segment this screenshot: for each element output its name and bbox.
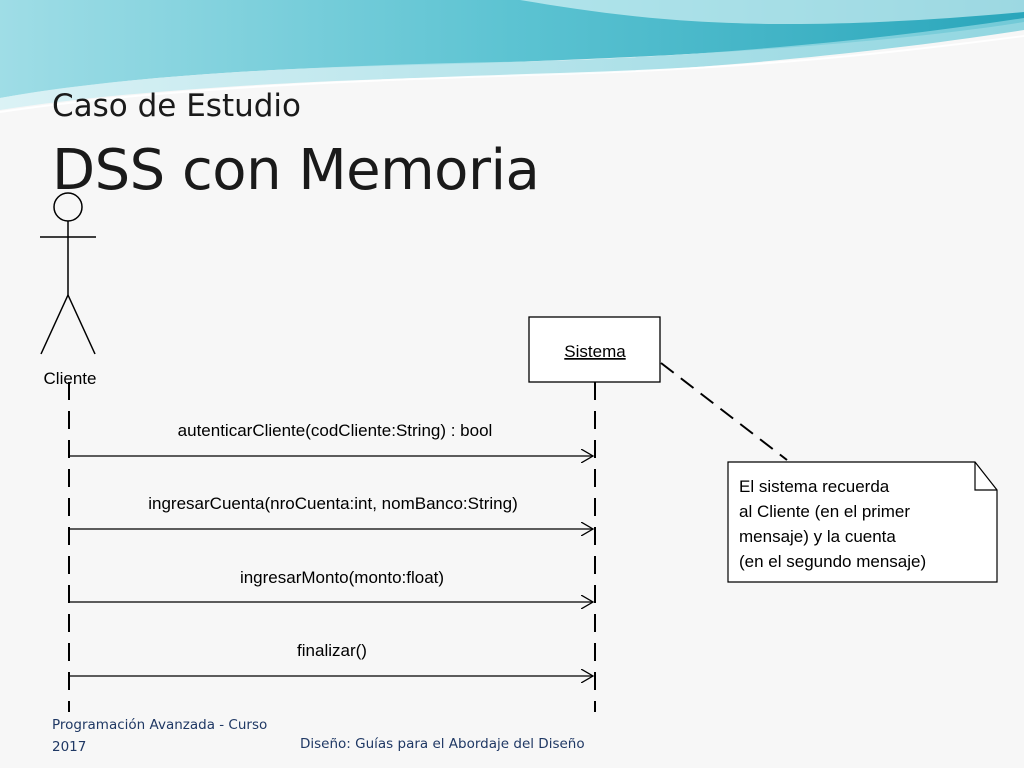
note-line-2: al Cliente (en el primer xyxy=(739,502,911,521)
footer-course: Programación Avanzada - Curso 2017 xyxy=(52,717,268,755)
actor-cliente xyxy=(40,193,96,388)
message-label: finalizar() xyxy=(297,641,367,660)
note-line-4: (en el segundo mensaje) xyxy=(739,552,927,571)
message-3 xyxy=(69,568,593,602)
actor-label: Cliente xyxy=(43,369,97,388)
system-label: Sistema xyxy=(564,342,626,361)
slide-title: DSS con Memoria xyxy=(52,138,540,203)
footer-topic: Diseño: Guías para el Abordaje del Diseño xyxy=(300,736,585,752)
note-line-3: mensaje) y la cuenta xyxy=(739,527,896,546)
slide-subtitle: Caso de Estudio xyxy=(52,88,302,124)
message-label: ingresarMonto(monto:float) xyxy=(239,568,445,587)
system-object xyxy=(529,317,660,382)
message-2 xyxy=(69,494,593,529)
note-connector xyxy=(661,363,787,460)
actor-right-leg xyxy=(68,295,95,354)
message-4 xyxy=(69,641,593,676)
note-box xyxy=(728,462,997,582)
message-label: ingresarCuenta(nroCuenta:int, nomBanco:String) xyxy=(148,494,518,513)
message-1 xyxy=(69,421,593,456)
actor-head xyxy=(54,193,82,221)
actor-left-leg xyxy=(41,295,68,354)
note-line-1: El sistema recuerda xyxy=(739,477,890,496)
message-label: autenticarCliente(codCliente:String) : bool xyxy=(177,421,493,440)
